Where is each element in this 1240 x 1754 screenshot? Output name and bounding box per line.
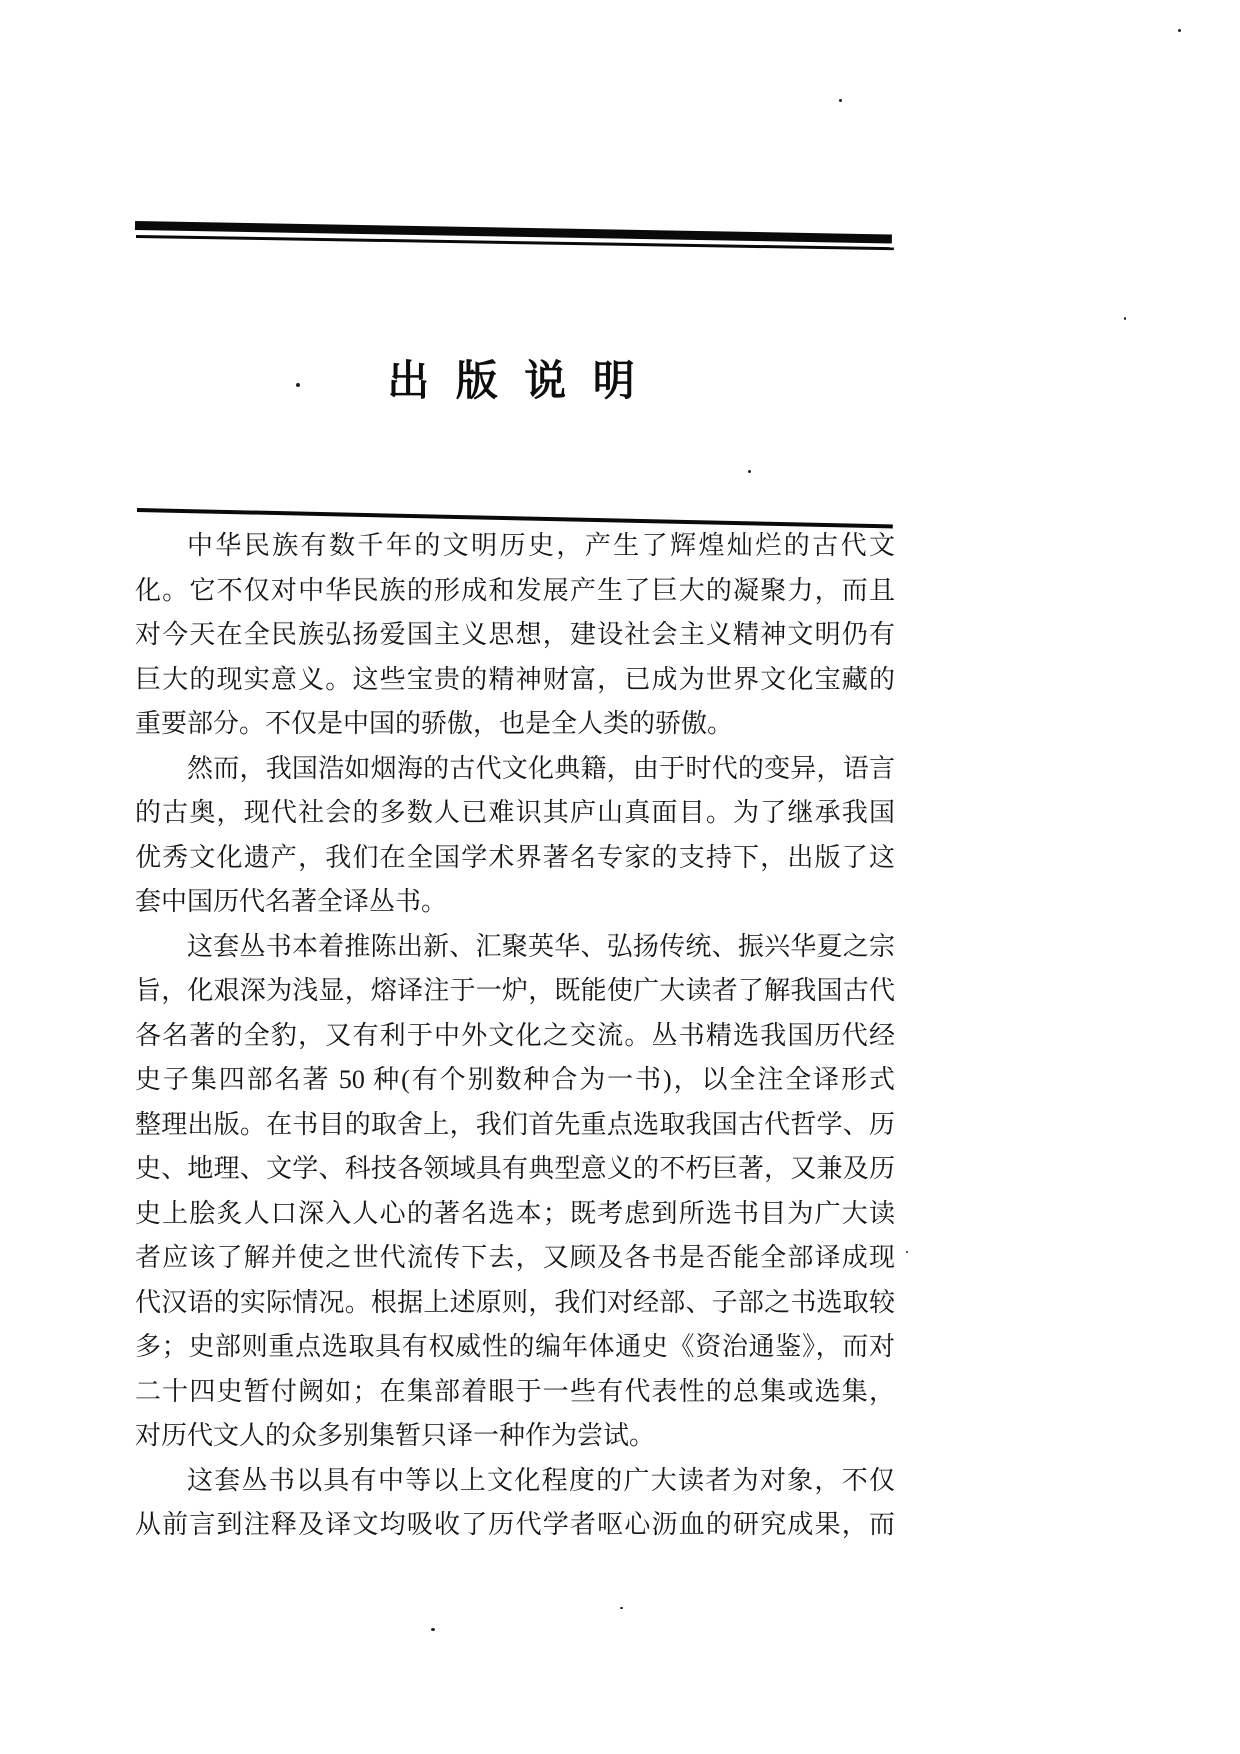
text-line: 代汉语的实际情况。根据上述原则，我们对经部、子部之书选取较 <box>135 1287 895 1317</box>
text-line: 对历代文人的众多别集暂只译一种作为尝试。 <box>135 1421 656 1450</box>
text-line: 这套丛书本着推陈出新、汇聚英华、弘扬传统、振兴华夏之宗 <box>187 931 895 961</box>
text-line: 者应该了解并使之世代流传下去，又顾及各书是否能全部译成现 <box>135 1243 895 1272</box>
text-line: 史上脍炙人口深入人心的著名选本；既考虑到所选书目为广大读 <box>135 1198 895 1228</box>
body-text <box>135 524 895 1548</box>
scan-speckle <box>1178 29 1181 32</box>
scan-speckle <box>1124 317 1126 320</box>
text-line: 巨大的现实意义。这些宝贵的精神财富，已成为世界文化宝藏的 <box>135 664 895 694</box>
text-line: 对今天在全民族弘扬爱国主义思想，建设社会主义精神文明仍有 <box>135 620 895 649</box>
text-line: 整理出版。在书目的取舍上，我们首先重点选取我国古代哲学、历 <box>135 1109 895 1139</box>
text-line: 重要部分。不仅是中国的骄傲，也是全人类的骄傲。 <box>135 709 734 738</box>
scan-speckle <box>906 1251 908 1253</box>
text-line: 套中国历代名著全译丛书。 <box>135 887 448 916</box>
text-line: 旨，化艰深为浅显，熔译注于一炉，既能使广大读者了解我国古代 <box>135 976 895 1005</box>
scan-speckle <box>748 470 751 473</box>
page-title: 出 版 说 明 <box>387 359 643 405</box>
scan-speckle <box>620 1607 623 1609</box>
text-line: 这套丛书以具有中等以上文化程度的广大读者为对象，不仅 <box>187 1465 895 1495</box>
text-line: 然而，我国浩如烟海的古代文化典籍，由于时代的变异，语言 <box>187 753 895 783</box>
text-line: 二十四史暂付阙如；在集部着眼于一些有代表性的总集或选集， <box>135 1376 895 1406</box>
text-line: 化。它不仅对中华民族的形成和发展产生了巨大的凝聚力，而且 <box>135 575 895 605</box>
text-line: 史、地理、文学、科技各领域具有典型意义的不朽巨著，又兼及历 <box>135 1154 895 1183</box>
scan-speckle <box>296 383 300 387</box>
scan-speckle <box>839 99 842 102</box>
text-line: 从前言到注释及译文均吸收了历代学者呕心沥血的研究成果，而 <box>135 1510 895 1539</box>
text-line: 各名著的全豹，又有利于中外文化之交流。丛书精选我国历代经 <box>135 1020 895 1050</box>
text-line: 中华民族有数千年的文明历史，产生了辉煌灿烂的古代文 <box>187 531 895 560</box>
scan-speckle <box>431 1628 435 1631</box>
text-line: 多；史部则重点选取具有权威性的编年体通史《资治通鉴》，而对 <box>135 1332 895 1361</box>
text-line: 史子集四部名著 50 种(有个别数种合为一书)，以全注全译形式 <box>135 1065 895 1094</box>
text-line: 的古奥，现代社会的多数人已难识其庐山真面目。为了继承我国 <box>135 798 895 827</box>
text-line: 优秀文化遗产，我们在全国学术界著名专家的支持下，出版了这 <box>135 842 895 872</box>
